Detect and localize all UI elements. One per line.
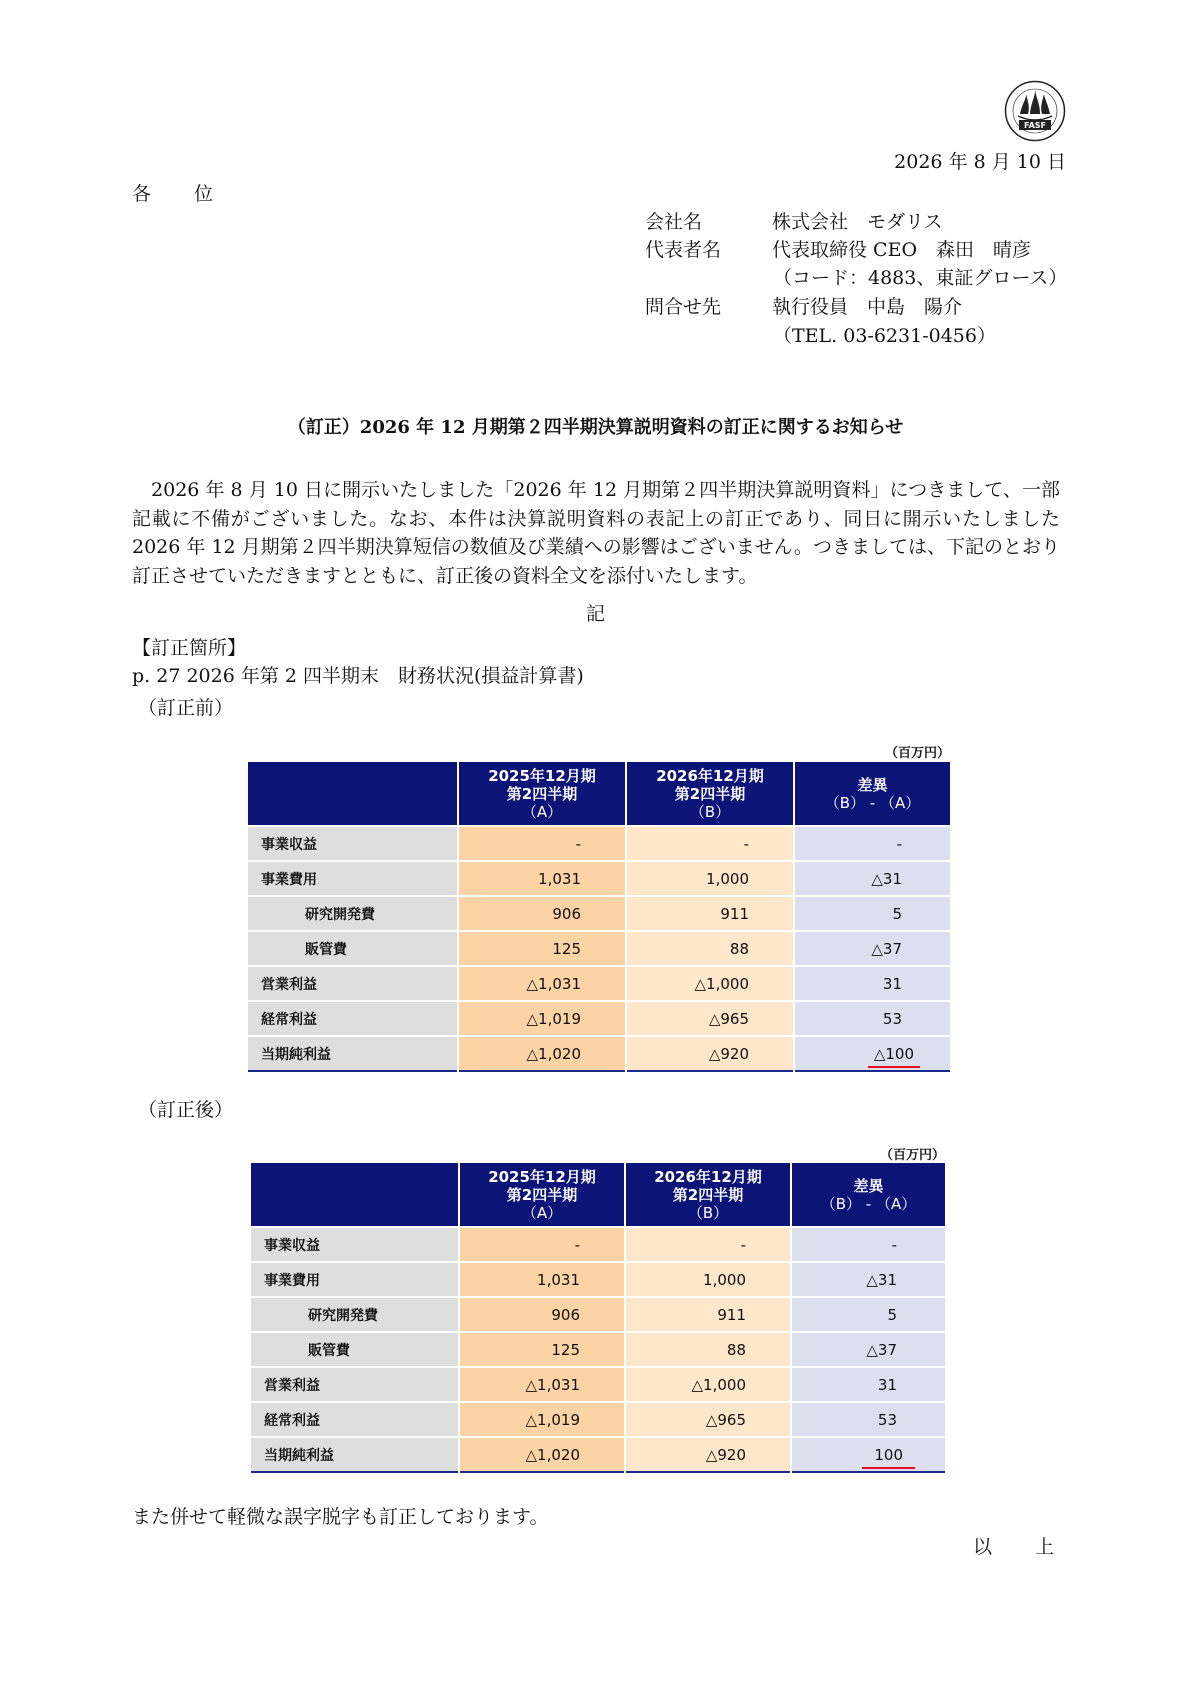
cell-diff: △31 — [794, 861, 950, 896]
cell-b: - — [625, 1227, 791, 1262]
header-col-diff: 差異 （B） - （A） — [791, 1163, 945, 1227]
cell-a: 125 — [459, 1332, 625, 1367]
cell-diff-corrected — [794, 1036, 950, 1071]
table-row — [251, 1297, 945, 1332]
correction-heading: 【訂正箇所】 — [132, 637, 247, 659]
row-label: 経常利益 — [251, 1402, 459, 1437]
cell-diff: 31 — [794, 966, 950, 1001]
cell-diff: 31 — [791, 1367, 945, 1402]
ki-marker: 記 — [585, 603, 605, 625]
cell-a: 906 — [458, 896, 626, 931]
additional-note: また併せて軽微な誤字脱字も訂正しております。 — [132, 1506, 549, 1528]
company-name-label: 会社名 — [645, 211, 703, 233]
notice-title: （訂正）2026 年 12 月期第２四半期決算説明資料の訂正に関するお知らせ — [287, 417, 904, 438]
cell-a: 125 — [458, 931, 626, 966]
cell-a: - — [458, 826, 626, 861]
company-name-value: 株式会社 モダリス — [772, 211, 943, 233]
cell-a: △1,019 — [459, 1402, 625, 1437]
cell-a: △1,031 — [458, 966, 626, 1001]
cell-b: △920 — [625, 1437, 791, 1472]
representative-label: 代表者名 — [645, 239, 722, 261]
row-label: 営業利益 — [248, 966, 458, 1001]
unit-label-after: （百万円） — [879, 1148, 945, 1163]
row-label: 事業収益 — [248, 826, 458, 861]
cell-a: △1,019 — [458, 1001, 626, 1036]
header-col-b: 2026年12月期 第2四半期 （B） — [625, 1163, 791, 1227]
after-correction-label: （訂正後） — [138, 1099, 234, 1121]
table-row — [251, 1227, 945, 1262]
svg-text:FASF: FASF — [1024, 121, 1046, 130]
cell-a: 1,031 — [459, 1262, 625, 1297]
cell-b: 88 — [626, 931, 794, 966]
fasf-logo-icon — [1004, 80, 1066, 142]
contact-tel: （TEL. 03-6231-0456） — [773, 325, 996, 347]
cell-b: 911 — [626, 896, 794, 931]
cell-diff: △31 — [791, 1262, 945, 1297]
cell-diff: - — [791, 1227, 945, 1262]
cell-diff: 5 — [794, 896, 950, 931]
table-row — [248, 1036, 950, 1071]
cell-diff: 5 — [791, 1297, 945, 1332]
income-statement-before-table — [248, 762, 950, 1072]
cell-b: △965 — [625, 1402, 791, 1437]
document-date: 2026 年 8 月 10 日 — [894, 151, 1066, 173]
header-blank — [248, 762, 458, 826]
table-row — [251, 1367, 945, 1402]
cell-b: 911 — [625, 1297, 791, 1332]
cell-diff: △37 — [794, 931, 950, 966]
table-row — [251, 1402, 945, 1437]
cell-a: △1,020 — [459, 1437, 625, 1472]
cell-a: △1,020 — [458, 1036, 626, 1071]
table-row — [248, 931, 950, 966]
stock-code: （コード：4883、東証グロース） — [773, 267, 1068, 289]
header-col-diff: 差異 （B） - （A） — [794, 762, 950, 826]
red-underline-mark: 100 — [862, 1446, 915, 1469]
row-label: 販管費 — [251, 1332, 459, 1367]
header-col-a: 2025年12月期 第2四半期 （A） — [459, 1163, 625, 1227]
table-row — [248, 966, 950, 1001]
cell-b: △920 — [626, 1036, 794, 1071]
cell-a: △1,031 — [459, 1367, 625, 1402]
before-correction-label: （訂正前） — [138, 697, 234, 719]
table-row — [248, 861, 950, 896]
cell-b: △965 — [626, 1001, 794, 1036]
red-underline-mark: △100 — [868, 1045, 920, 1068]
closing-ijo: 以 上 — [972, 1536, 1066, 1558]
cell-diff: 53 — [791, 1402, 945, 1437]
cell-a: 906 — [459, 1297, 625, 1332]
cell-b: 1,000 — [626, 861, 794, 896]
cell-diff: - — [794, 826, 950, 861]
row-label: 当期純利益 — [248, 1036, 458, 1071]
table-row — [251, 1332, 945, 1367]
cell-diff: △37 — [791, 1332, 945, 1367]
cell-b: 1,000 — [625, 1262, 791, 1297]
contact-label: 問合せ先 — [645, 296, 722, 318]
row-label: 研究開発費 — [248, 896, 458, 931]
notice-body: 2026 年 8 月 10 日に開示いたしました「2026 年 12 月期第２四半期決算説明資料」につきまして、一部記載に不備がございました。なお、本件は決算説明資料の表記上の訂正であり、同日に開示いたしました 2026 年 12 月期第２四半期決算短信の数値及び業績への影響はございません。つきましては、下記のとおり訂正させていただきますとともに、訂正後の資料全文を添付いたします。 — [132, 479, 1060, 587]
row-label: 当期純利益 — [251, 1437, 459, 1472]
cell-diff: 53 — [794, 1001, 950, 1036]
unit-label-before: （百万円） — [884, 746, 950, 761]
row-label: 営業利益 — [251, 1367, 459, 1402]
table-row — [248, 1001, 950, 1036]
cell-b: 88 — [625, 1332, 791, 1367]
cell-b: - — [626, 826, 794, 861]
header-blank — [251, 1163, 459, 1227]
header-col-a: 2025年12月期 第2四半期 （A） — [458, 762, 626, 826]
page-reference: p. 27 2026 年第 2 四半期末 財務状況(損益計算書) — [132, 665, 584, 687]
row-label: 経常利益 — [248, 1001, 458, 1036]
cell-b: △1,000 — [626, 966, 794, 1001]
table-row — [248, 896, 950, 931]
table-row — [251, 1262, 945, 1297]
income-statement-after-table — [251, 1163, 945, 1473]
cell-diff-corrected — [791, 1437, 945, 1472]
row-label: 研究開発費 — [251, 1297, 459, 1332]
representative-value: 代表取締役 CEO 森田 晴彦 — [772, 239, 1032, 261]
row-label: 事業費用 — [251, 1262, 459, 1297]
addressee: 各 位 — [132, 183, 226, 205]
cell-a: 1,031 — [458, 861, 626, 896]
row-label: 販管費 — [248, 931, 458, 966]
cell-a: - — [459, 1227, 625, 1262]
table-row — [248, 826, 950, 861]
table-row — [251, 1437, 945, 1472]
row-label: 事業収益 — [251, 1227, 459, 1262]
contact-value: 執行役員 中島 陽介 — [772, 296, 963, 318]
row-label: 事業費用 — [248, 861, 458, 896]
cell-b: △1,000 — [625, 1367, 791, 1402]
header-col-b: 2026年12月期 第2四半期 （B） — [626, 762, 794, 826]
